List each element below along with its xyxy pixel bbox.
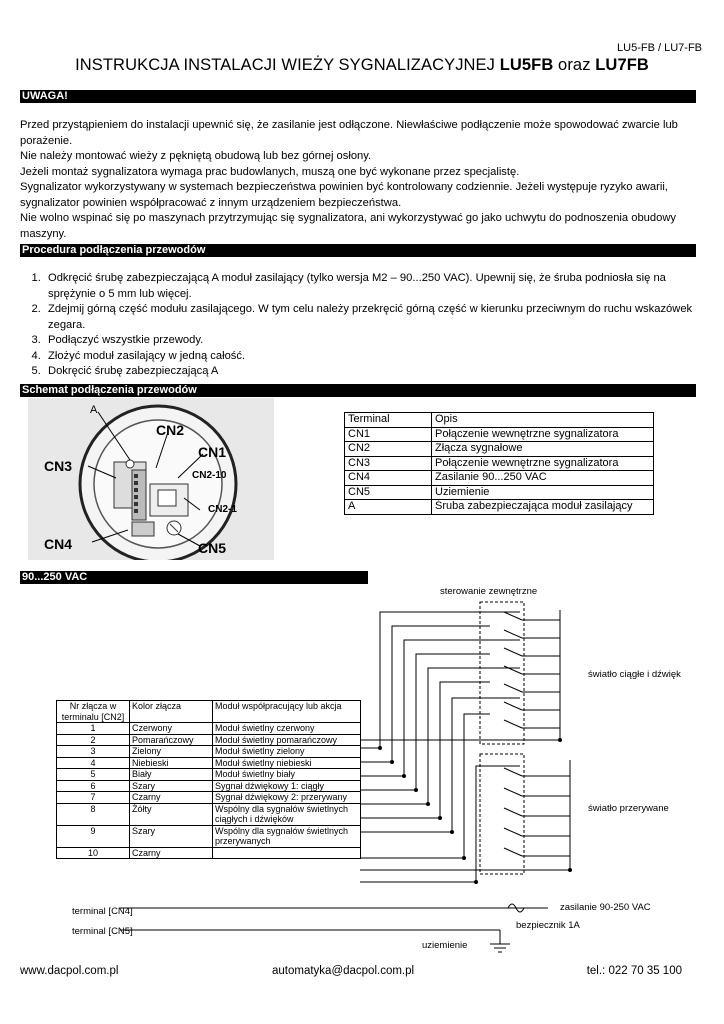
label-flashing-light: światło przerywane xyxy=(588,803,669,814)
table-cell: CN1 xyxy=(345,427,432,442)
table-cell: Moduł świetlny niebieski xyxy=(213,757,361,769)
label-fuse: bezpiecznik 1A xyxy=(516,920,580,931)
connector-table xyxy=(56,700,361,859)
table-cell: Sygnał dźwiękowy 1: ciągły xyxy=(213,780,361,792)
table-row xyxy=(57,792,361,804)
module-photo xyxy=(28,398,274,560)
table-row xyxy=(345,485,654,500)
table-cell: Połączenie wewnętrzne sygnalizatora xyxy=(432,427,654,442)
table-cell: A xyxy=(345,500,432,515)
procedure-step: 4. Złożyć moduł zasilający w jedną całość. xyxy=(44,349,705,365)
table-cell: Połączenie wewnętrzne sygnalizatora xyxy=(432,456,654,471)
table-cell: Niebieski xyxy=(130,757,213,769)
wiring-heading: 90...250 VAC xyxy=(20,571,368,584)
label-a: A xyxy=(90,404,98,416)
table-row xyxy=(57,734,361,746)
warning-line: Sygnalizator wykorzystywany w systemach bezpieczeństwa powinien być kontrolowany codziennie. Jeżeli występuje ryzyko awarii, sygnalizator powinien współpracować z innym urządzeniem bezpieczeństwa. xyxy=(20,181,668,209)
procedure-step: 5. Dokręcić śrubę zabezpieczającą A xyxy=(44,364,705,380)
table-row xyxy=(345,500,654,515)
label-cn4: CN4 xyxy=(44,536,73,552)
label-terminal-cn4: terminal [CN4] xyxy=(72,906,133,917)
table-cell: CN5 xyxy=(345,485,432,500)
table-cell: 9 xyxy=(57,825,130,847)
footer-email-link[interactable]: automatyka@dacpol.com.pl xyxy=(272,965,415,977)
table-row xyxy=(57,746,361,758)
model-code: LU5-FB / LU7-FB xyxy=(617,42,702,54)
label-cn2-1: CN2-1 xyxy=(208,504,237,515)
table-cell: Uziemienie xyxy=(432,485,654,500)
table-header-row xyxy=(345,413,654,428)
table-cell: Moduł świetlny pomarańczowy xyxy=(213,734,361,746)
label-power-supply: zasilanie 90-250 VAC xyxy=(560,902,651,913)
table-cell: Biały xyxy=(130,769,213,781)
table-cell: 1 xyxy=(57,723,130,735)
label-external-control: sterowanie zewnętrzne xyxy=(440,586,538,597)
table-cell: 3 xyxy=(57,746,130,758)
table-cell: 7 xyxy=(57,792,130,804)
table-cell: Czarny xyxy=(130,847,213,859)
table-cell: Szary xyxy=(130,825,213,847)
table-row xyxy=(57,769,361,781)
table-cell: Moduł świetlny zielony xyxy=(213,746,361,758)
table-cell: CN2 xyxy=(345,442,432,457)
label-terminal-cn5: terminal [CN5] xyxy=(72,926,133,937)
table-row xyxy=(345,471,654,486)
table-cell: Czarny xyxy=(130,792,213,804)
label-cn5: CN5 xyxy=(198,540,227,556)
page-title: INSTRUKCJA INSTALACJI WIEŻY SYGNALIZACYJNEJ LU5FB oraz LU7FB xyxy=(75,56,649,74)
table-cell: Śruba zabezpieczająca moduł zasilający xyxy=(432,500,654,515)
table-cell: Zielony xyxy=(130,746,213,758)
table-row xyxy=(57,847,361,859)
procedure-steps xyxy=(20,271,705,380)
label-cn2-10: CN2-10 xyxy=(192,470,227,481)
table-row xyxy=(345,442,654,457)
label-cn3: CN3 xyxy=(44,458,73,474)
table-row xyxy=(57,803,361,825)
table-cell: Moduł świetlny biały xyxy=(213,769,361,781)
label-cn2: CN2 xyxy=(156,422,185,438)
table-row xyxy=(345,427,654,442)
table-cell: 2 xyxy=(57,734,130,746)
table-header-row xyxy=(57,701,361,723)
terminal-table xyxy=(344,412,654,515)
table-cell: Czerwony xyxy=(130,723,213,735)
table-cell: 8 xyxy=(57,803,130,825)
warning-line: Przed przystąpieniem do instalacji upewnić się, że zasilanie jest odłączone. Niewłaściwe podłączenie może spowodować zwarcie lub porażenie. xyxy=(20,119,678,147)
warning-line: Jeżeli montaż sygnalizatora wymaga prac budowlanych, muszą one być wykonane przez specjalistę. xyxy=(20,165,520,178)
table-row xyxy=(57,723,361,735)
warning-line: Nie należy montować wieży z pękniętą obudową lub bez górnej osłony. xyxy=(20,150,372,162)
table-cell: Szary xyxy=(130,780,213,792)
table-cell: Wspólny dla sygnałów świetlnych ciągłych i dźwięków xyxy=(213,803,361,825)
table-cell: 6 xyxy=(57,780,130,792)
table-row xyxy=(345,456,654,471)
table-row xyxy=(57,757,361,769)
table-cell: Pomarańczowy xyxy=(130,734,213,746)
table-cell: 5 xyxy=(57,769,130,781)
label-ground: uziemienie xyxy=(422,940,468,951)
table-header-cell: Opis xyxy=(432,413,654,428)
table-header-cell: Moduł współpracujący lub akcja xyxy=(213,701,361,723)
procedure-step: 1. Odkręcić śrubę zabezpieczającą A moduł zasilający (tylko wersja M2 – 90...250 VAC). Upewnij się, że śruba podniosła się na sprężynie o 5 mm lub więcej. xyxy=(44,271,705,302)
label-steady-light: światło ciągłe i dźwięk xyxy=(588,669,681,680)
table-cell: 4 xyxy=(57,757,130,769)
table-cell: CN4 xyxy=(345,471,432,486)
warning-line: Nie wolno wspinać się po maszynach przytrzymując się sygnalizatora, ani wykorzystywać go jako uchwytu do podnoszenia obudowy maszyny. xyxy=(20,212,677,240)
table-cell: CN3 xyxy=(345,456,432,471)
table-cell: Żółty xyxy=(130,803,213,825)
table-cell: Zasilanie 90...250 VAC xyxy=(432,471,654,486)
table-cell: Złącza sygnałowe xyxy=(432,442,654,457)
procedure-heading: Procedura podłączenia przewodów xyxy=(20,244,696,257)
table-cell: Wspólny dla sygnałów świetlnych przerywanych xyxy=(213,825,361,847)
warning-text xyxy=(20,118,690,242)
table-row xyxy=(57,825,361,847)
table-cell: 10 xyxy=(57,847,130,859)
table-cell: Moduł świetlny czerwony xyxy=(213,723,361,735)
table-header-cell: Terminal xyxy=(345,413,432,428)
table-cell xyxy=(213,847,361,859)
procedure-step: 3. Podłączyć wszystkie przewody. xyxy=(44,333,705,349)
table-header-cell: Kolor złącza xyxy=(130,701,213,723)
table-header-cell: Nr złącza w terminalu [CN2] xyxy=(57,701,130,723)
table-cell: Sygnał dźwiękowy 2: przerywany xyxy=(213,792,361,804)
table-row xyxy=(57,780,361,792)
label-cn1: CN1 xyxy=(198,444,227,460)
schema-heading: Schemat podłączenia przewodów xyxy=(20,384,696,397)
procedure-step: 2. Zdejmij górną część modułu zasilającego. W tym celu należy przekręcić górną część w kierunku przeciwnym do ruchu wskazówek zegara. xyxy=(44,302,705,333)
footer-phone: tel.: 022 70 35 100 xyxy=(586,965,682,977)
warning-heading: UWAGA! xyxy=(20,90,696,103)
footer-website-link[interactable]: www.dacpol.com.pl xyxy=(20,965,119,977)
